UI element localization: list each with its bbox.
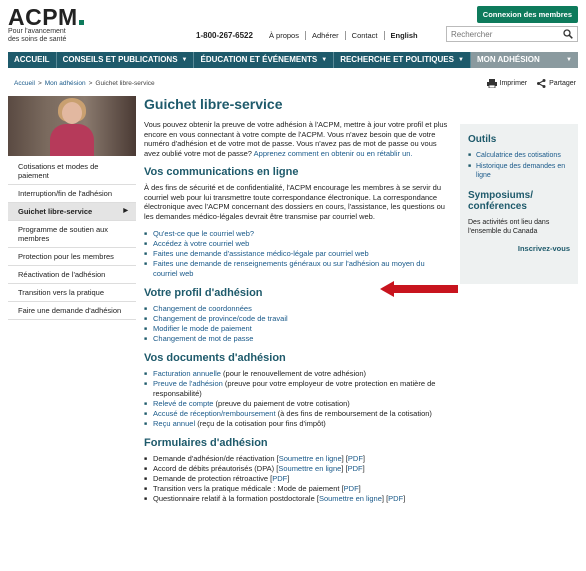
- breadcrumb-membership[interactable]: Mon adhésion: [44, 80, 86, 87]
- search-input[interactable]: [447, 30, 557, 39]
- annual-billing-link[interactable]: Facturation annuelle: [153, 369, 221, 378]
- sidebar-nav: [8, 158, 136, 320]
- membership-proof-link[interactable]: Preuve de l'adhésion: [153, 379, 223, 388]
- sidebar-item-guichet[interactable]: Guichet libre-service ▶: [8, 203, 136, 221]
- communications-links: [144, 229, 450, 279]
- main-content: [144, 96, 450, 506]
- list-item: [144, 454, 450, 464]
- search-icon[interactable]: [563, 29, 573, 41]
- tools-list: [468, 151, 570, 180]
- list-item: [144, 494, 450, 504]
- join-link[interactable]: Adhérer: [305, 31, 345, 40]
- list-item: [144, 399, 450, 409]
- sidebar-item-interruption[interactable]: Interruption/fin de l'adhésion: [8, 185, 136, 203]
- nav-mon-adhesion[interactable]: [471, 52, 578, 68]
- breadcrumb-separator: >: [88, 80, 93, 87]
- sidebar-item-demande[interactable]: Faire une demande d'adhésion: [8, 302, 136, 320]
- pdf-link[interactable]: PDF: [347, 464, 363, 473]
- form-end: ]: [403, 494, 406, 503]
- general-inquiry-link[interactable]: Faites une demande de renseignements généraux ou sur l'adhésion au moyen du courriel web: [153, 259, 425, 278]
- nav-mon-adhesion-label: MON ADHÉSION: [476, 55, 540, 64]
- documents-list: [144, 369, 450, 429]
- forms-heading: Formulaires d'adhésion: [144, 437, 268, 449]
- fee-calculator-link[interactable]: Calculatrice des cotisations: [476, 152, 561, 159]
- member-login-button[interactable]: Connexion des membres: [477, 6, 578, 23]
- symposium-text: Des activités ont lieu dans l'ensemble du Canada: [468, 219, 550, 235]
- form-name: Transition vers la pratique médicale : Mode de paiement [: [153, 484, 344, 493]
- red-arrow-icon: [380, 281, 458, 297]
- list-item: [144, 484, 450, 494]
- english-link[interactable]: English: [384, 31, 424, 40]
- form-sep: ] [: [341, 454, 348, 463]
- list-item: [144, 419, 450, 429]
- list-item: [144, 474, 450, 484]
- register-link[interactable]: Inscrivez-vous: [517, 244, 570, 253]
- communications-text: À des fins de sécurité et de confidentialité, l'ACPM encourage les membres à se servir du courriel web pour lui transmettre toute correspondance électronique. La correspondance électronique avec l'ACPM concernant des dossiers en cours, l'assistance, les questions ou les demandes médico-légales devrait être transmise par courriel web.: [144, 183, 445, 221]
- form-name: Demande d'adhésion/de réactivation [: [153, 454, 279, 463]
- page-actions: [477, 79, 576, 88]
- list-item: [144, 259, 450, 279]
- share-label: Partager: [549, 80, 576, 87]
- submit-online-link[interactable]: Soumettre en ligne: [318, 494, 382, 503]
- search-box: [446, 26, 578, 42]
- change-payment-link[interactable]: Modifier le mode de paiement: [153, 324, 252, 333]
- form-name: Demande de protection rétroactive [: [153, 474, 273, 483]
- form-name: Questionnaire relatif à la formation postdoctorale [: [153, 494, 319, 503]
- doc-description: (preuve du paiement de votre cotisation): [213, 399, 350, 408]
- form-end: ]: [362, 454, 366, 463]
- change-province-link[interactable]: Changement de province/code de travail: [153, 314, 288, 323]
- chevron-down-icon: ▼: [181, 57, 188, 63]
- symposium-heading: Symposiums/ conférences: [468, 190, 534, 212]
- list-item: [144, 314, 450, 324]
- change-password-link[interactable]: Changement de mot de passe: [153, 334, 254, 343]
- pdf-link[interactable]: PDF: [343, 484, 359, 493]
- nav-conseils[interactable]: [57, 52, 195, 68]
- logo-tagline-1: Pour l'avancement: [8, 28, 66, 35]
- doc-description: (preuve pour votre employeur de votre protection en matière de responsabilité): [153, 379, 436, 398]
- chevron-down-icon: ▼: [321, 57, 328, 63]
- sidebar-item-transition[interactable]: Transition vers la pratique: [8, 284, 136, 302]
- annual-receipt-link[interactable]: Reçu annuel: [153, 419, 196, 428]
- list-item: [144, 324, 450, 334]
- list-item: [144, 379, 450, 399]
- form-name: Accord de débits préautorisés (DPA) [: [153, 464, 279, 473]
- sidebar-item-reactivation[interactable]: Réactivation de l'adhésion: [8, 266, 136, 284]
- list-item: [144, 409, 450, 419]
- share-button[interactable]: [537, 79, 576, 88]
- list-item: [468, 151, 570, 160]
- page-title: Guichet libre-service: [144, 96, 283, 112]
- logo-dot: [79, 20, 84, 25]
- acpm-logo[interactable]: [8, 6, 84, 44]
- print-button[interactable]: [487, 79, 528, 88]
- doc-description: (pour le renouvellement de votre adhésion): [220, 369, 367, 378]
- share-icon: [537, 79, 546, 88]
- breadcrumb-home[interactable]: Accueil: [14, 80, 35, 87]
- right-sidebar: [460, 124, 578, 284]
- pdf-link[interactable]: PDF: [272, 474, 288, 483]
- form-end: ]: [287, 474, 290, 483]
- nav-recherche-label: RECHERCHE ET POLITIQUES: [340, 55, 454, 64]
- list-item: [468, 162, 570, 180]
- form-sep: ] [: [341, 464, 348, 473]
- doc-description: (à des fins de remboursement de la cotisation): [275, 409, 432, 418]
- form-sep: ] [: [381, 494, 389, 503]
- breadcrumb-current: Guichet libre-service: [95, 80, 155, 87]
- pdf-link[interactable]: PDF: [388, 494, 404, 503]
- form-end: ]: [362, 464, 365, 473]
- submit-online-link[interactable]: Soumettre en ligne: [278, 464, 342, 473]
- profile-heading: Votre profil d'adhésion: [144, 287, 263, 299]
- contact-link[interactable]: Contact: [345, 31, 384, 40]
- list-item: [144, 304, 450, 314]
- nav-accueil-label: ACCUEIL: [14, 55, 50, 64]
- logo-word: ACPM: [8, 4, 78, 30]
- chevron-down-icon: ▼: [566, 57, 572, 63]
- tools-heading: Outils: [468, 134, 497, 145]
- receipt-refund-link[interactable]: Accusé de réception/remboursement: [153, 409, 276, 418]
- medico-legal-request-link[interactable]: Faites une demande d'assistance médico-légale par courriel web: [153, 249, 369, 258]
- intro-body: Vous pouvez obtenir la preuve de votre adhésion à l'ACPM, mettre à jour votre profil et plus encore en vous connectant à votre compte de l'ACPM. Vous n'avez besoin que de votre numéro d'adhésion et de votre mot de passe. Vous n'avez pas de mot de passe ou vous avez oublié votre mot de passe?: [144, 120, 448, 158]
- printer-icon: [487, 79, 497, 88]
- pdf-link[interactable]: PDF: [347, 454, 363, 463]
- print-label: Imprimer: [499, 80, 528, 87]
- nav-conseils-label: CONSEILS ET PUBLICATIONS: [62, 55, 178, 64]
- utility-bar: [196, 31, 424, 40]
- about-link[interactable]: À propos: [268, 31, 299, 40]
- nav-education-label: ÉDUCATION ET ÉVÉNEMENTS: [200, 55, 318, 64]
- change-contact-link[interactable]: Changement de coordonnées: [153, 304, 252, 313]
- nav-recherche[interactable]: [334, 52, 471, 68]
- form-end: ]: [358, 484, 361, 493]
- webmail-access-link[interactable]: Accédez à votre courriel web: [153, 239, 250, 248]
- forms-list: [144, 454, 450, 504]
- list-item: [144, 334, 450, 344]
- webmail-what-link[interactable]: Qu'est-ce que le courriel web?: [153, 229, 255, 238]
- nav-education[interactable]: [194, 52, 334, 68]
- submit-online-link[interactable]: Soumettre en ligne: [278, 454, 342, 463]
- documents-heading: Vos documents d'adhésion: [144, 352, 286, 364]
- account-statement-link[interactable]: Relevé de compte: [153, 399, 214, 408]
- list-item: [144, 369, 450, 379]
- nav-accueil[interactable]: [8, 52, 57, 68]
- photo-body: [50, 124, 94, 156]
- phone-number: 1-800-267-6522: [196, 31, 253, 40]
- profile-links: [144, 304, 450, 344]
- doc-description: (reçu de la cotisation pour fins d'impôt): [195, 419, 326, 428]
- breadcrumb-separator: >: [37, 80, 42, 87]
- photo-face: [62, 102, 82, 124]
- list-item: [144, 239, 450, 249]
- member-photo: [8, 96, 136, 156]
- sidebar-item-protection[interactable]: Protection pour les membres: [8, 248, 136, 266]
- list-item: [144, 229, 450, 239]
- intro-text: [144, 120, 450, 158]
- password-help-link[interactable]: Apprenez comment en obtenir ou en rétablir un.: [253, 148, 413, 158]
- chevron-down-icon: ▼: [457, 57, 464, 63]
- breadcrumb: [14, 80, 155, 87]
- sidebar-item-soutien[interactable]: Programme de soutien aux membres: [8, 221, 136, 248]
- communications-heading: Vos communications en ligne: [144, 166, 299, 178]
- main-navigation: [8, 52, 578, 68]
- sidebar-item-cotisations[interactable]: Cotisations et modes de paiement: [8, 158, 136, 185]
- list-item: [144, 249, 450, 259]
- list-item: [144, 464, 450, 474]
- logo-tagline-2: des soins de santé: [8, 36, 67, 43]
- request-history-link[interactable]: Historique des demandes en ligne: [476, 163, 566, 179]
